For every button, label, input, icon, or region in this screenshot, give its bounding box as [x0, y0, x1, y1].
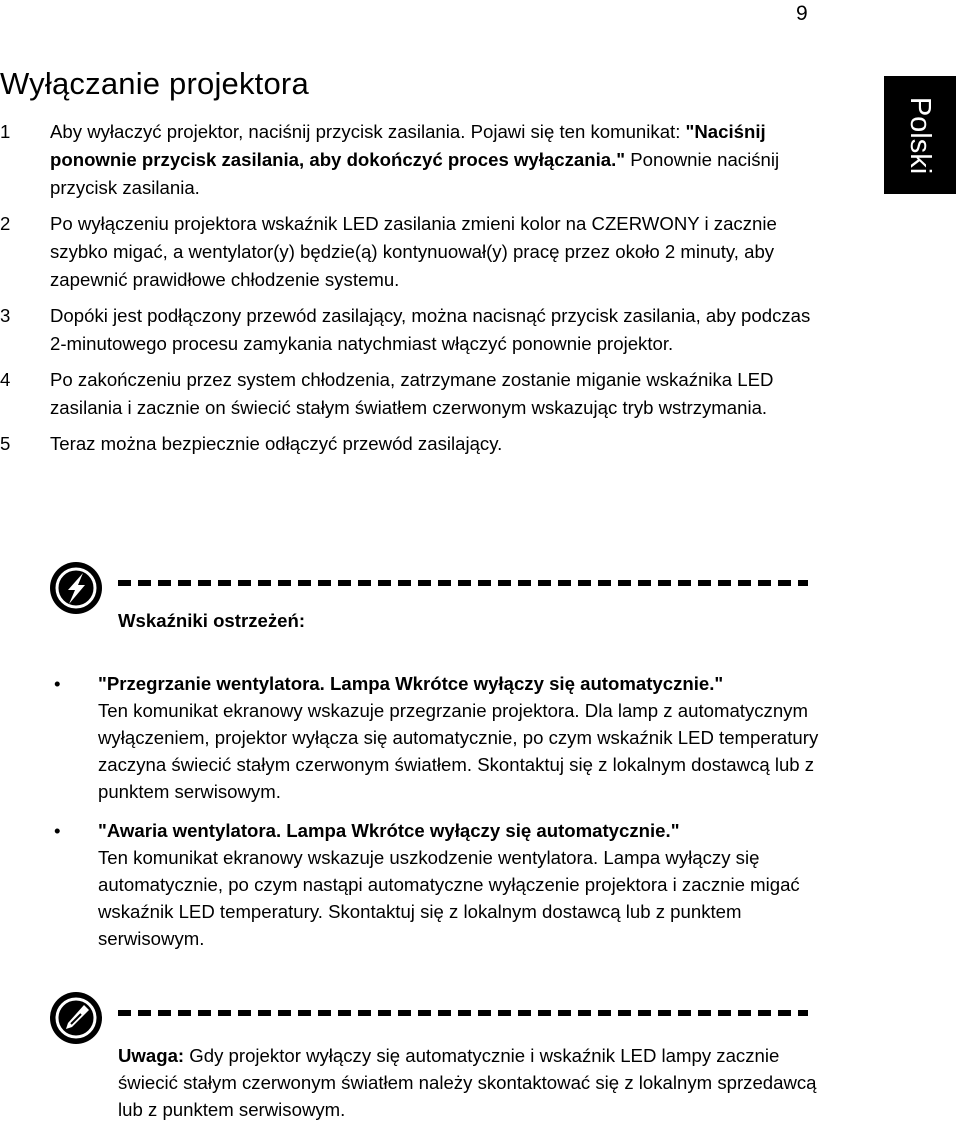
warning-item-title: "Przegrzanie wentylatora. Lampa Wkrótce wyłączy się automatycznie.": [98, 673, 724, 694]
page-number: 9: [796, 2, 808, 25]
step-text-after: Ponownie naciśnij przycisk zasilania.: [50, 149, 780, 198]
bullet: •: [54, 820, 61, 841]
step-text: Teraz można bezpiecznie odłączyć przewód zasilający.: [50, 433, 503, 454]
warning-item-body: Ten komunikat ekranowy wskazuje przegrzanie projektora. Dla lamp z automatycznym wyłączeniem, projektor wyłącza się automatycznie, po czym wskaźnik LED temperatury zaczyna świecić stałym czerwonym światłem. Skontaktuj się z lokalnym dostawcą lub z punktem serwisowym.: [98, 700, 819, 802]
bullet: •: [54, 673, 61, 694]
language-tab: [884, 76, 956, 194]
step-text: Po wyłączeniu projektora wskaźnik LED zasilania zmieni kolor na CZERWONY i zacznie szybko migać, a wentylator(y) będzie(ą) kontynuował(y) pracę przez około 2 minuty, aby zapewnić prawidłowe chłodzenie systemu.: [50, 213, 777, 290]
step-text-bold: "Naciśnij ponownie przycisk zasilania, aby dokończyć proces wyłączania.": [50, 121, 766, 170]
warning-item: [50, 817, 820, 952]
step-number: 1: [0, 121, 11, 142]
note-label: Uwaga:: [118, 1045, 185, 1066]
page-title: Wyłączanie projektora: [0, 66, 309, 101]
step-number: 2: [0, 213, 11, 234]
warning-list: [50, 670, 820, 964]
warning-heading: Wskaźniki ostrzeżeń:: [118, 610, 306, 631]
pen-note-icon: [50, 992, 102, 1044]
steps-list: [0, 118, 830, 466]
note-text: [118, 1042, 818, 1123]
step-number: 3: [0, 305, 11, 326]
step-text: Po zakończeniu przez system chłodzenia, zatrzymane zostanie miganie wskaźnika LED zasilania i zacznie on świecić stałym światłem czerwonym wskazując tryb wstrzymania.: [50, 369, 774, 418]
warning-divider: [118, 580, 808, 586]
step-item: [0, 118, 830, 202]
note-body: Gdy projektor wyłączy się automatycznie i wskaźnik LED lampy zacznie świecić stałym czerwonym światłem należy skontaktować się z lokalnym sprzedawcą lub z punktem serwisowym.: [118, 1045, 817, 1120]
step-item: [0, 366, 830, 422]
step-item: [0, 210, 830, 294]
step-number: 4: [0, 369, 11, 390]
note-divider: [118, 1010, 808, 1016]
language-tab-label: Polski: [904, 96, 937, 174]
warning-item: [50, 670, 820, 805]
step-item: [0, 302, 830, 358]
step-text: Dopóki jest podłączony przewód zasilający, można nacisnąć przycisk zasilania, aby podczas 2-minutowego procesu zamykania natychmiast włączyć ponownie projektor.: [50, 305, 811, 354]
warning-item-body: Ten komunikat ekranowy wskazuje uszkodzenie wentylatora. Lampa wyłączy się automatycznie, po czym nastąpi automatyczne wyłączenie projektora i zacznie migać wskaźnik LED temperatury. Skontaktuj się z lokalnym dostawcą lub z punktem serwisowym.: [98, 847, 800, 949]
step-text: Aby wyłaczyć projektor, naciśnij przycisk zasilania. Pojawi się ten komunikat:: [50, 121, 686, 142]
step-number: 5: [0, 433, 11, 454]
lightning-warning-icon: [50, 562, 102, 614]
step-item: [0, 430, 830, 458]
warning-item-title: "Awaria wentylatora. Lampa Wkrótce wyłączy się automatycznie.": [98, 820, 680, 841]
